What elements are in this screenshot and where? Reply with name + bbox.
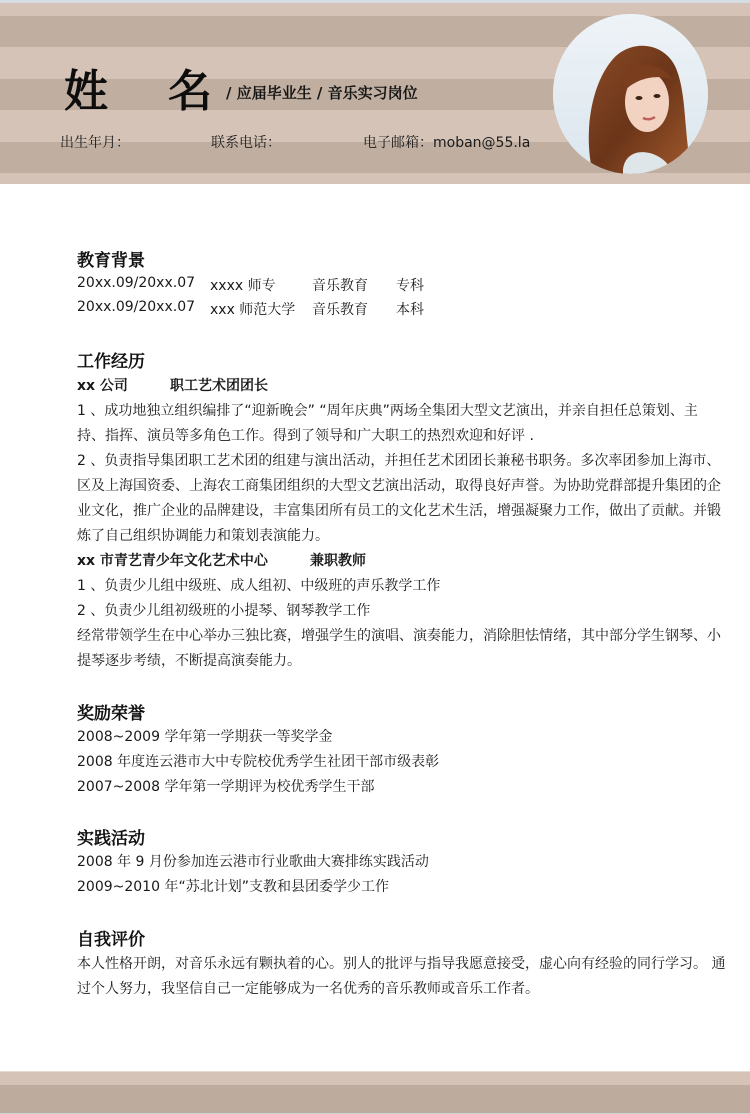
birth-date-label: 出生年月： [60,135,130,151]
job-detail-line: 提琴逐步考绩，不断提高演奏能力。 [77,653,301,669]
job-detail-line: 业文化，推广企业的品牌建设，丰富集团所有员工的文化艺术生活，增强凝聚力工作，做出了贡献。并锻 [77,503,721,519]
job-detail-line: 2 、负责少儿组初级班的小提琴、钢琴教学工作 [77,603,371,619]
edu-school: xxxx 师专 [210,278,276,294]
profile-photo [553,14,708,174]
award-item: 2008 年度连云港市大中专院校优秀学生社团干部市级表彰 [77,754,440,770]
job-detail-line: 区及上海国资委、上海农工商集团组织的大型文艺演出活动，取得良好声誉。为协助党群部提升集团的企 [77,478,721,494]
job-subtitle: / 应届毕业生 / 音乐实习岗位 [226,84,418,102]
edu-period: 20xx.09/20xx.07 [77,275,196,291]
edu-school: xxx 师范大学 [210,302,296,318]
edu-period: 20xx.09/20xx.07 [77,299,196,315]
footer-stripe [0,1072,750,1085]
job-detail-line: 1 、负责少儿组中级班、成人组初、中级班的声乐教学工作 [77,578,441,594]
practice-item: 2008 年 9 月份参加连云港市行业歌曲大赛排练实践活动 [77,854,429,870]
practice-item: 2009~2010 年“苏北计划”支教和县团委学少工作 [77,879,389,895]
portrait-image [553,14,708,174]
edu-degree: 专科 [396,278,424,294]
name-char-1: 姓 [64,66,108,117]
section-title-awards: 奖励荣誉 [77,704,145,724]
footer-stripe [0,1085,750,1113]
job-detail-line: 2 、负责指导集团职工艺术团的组建与演出活动，并担任艺术团团长兼秘书职务。多次率团参加上海市、 [77,453,721,469]
resume-footer [0,1071,750,1114]
award-item: 2007~2008 学年第一学期评为校优秀学生干部 [77,779,375,795]
job-org: xx 公司 [77,378,128,394]
job-detail-line: 炼了自己组织协调能力和策划表演能力。 [77,528,329,544]
section-title-education: 教育背景 [77,251,145,271]
section-title-self-evaluation: 自我评价 [77,930,145,950]
self-eval-line: 本人性格开朗，对音乐永远有颗执着的心。别人的批评与指导我愿意接受，虚心向有经验的同行学习。 通 [77,956,726,972]
job-role: 职工艺术团团长 [170,378,268,394]
header-stripe [0,173,750,184]
edu-major: 音乐教育 [312,302,368,318]
email-label: 电子邮箱：moban@55.la [363,135,531,151]
self-eval-line: 过个人努力，我坚信自己一定能够成为一名优秀的音乐教师或音乐工作者。 [77,981,539,997]
section-title-practice: 实践活动 [77,829,145,849]
award-item: 2008~2009 学年第一学期获一等奖学金 [77,729,333,745]
job-detail-line: 持、指挥、演员等多角色工作。得到了领导和广大职工的热烈欢迎和好评 . [77,428,534,444]
job-detail-line: 1 、成功地独立组织编排了“迎新晚会” “周年庆典”两场全集团大型文艺演出，并亲自担任总策划、主 [77,403,698,419]
name-char-2: 名 [168,66,212,117]
job-detail-line: 经常带领学生在中心举办三独比赛，增强学生的演唱、演奏能力，消除胆怯情绪，其中部分学生钢琴、小 [77,628,721,644]
edu-degree: 本科 [396,302,424,318]
section-title-work: 工作经历 [77,352,145,372]
job-org: xx 市青艺青少年文化艺术中心 [77,553,268,569]
job-role: 兼职教师 [310,553,366,569]
edu-major: 音乐教育 [312,278,368,294]
phone-label: 联系电话： [211,135,281,151]
